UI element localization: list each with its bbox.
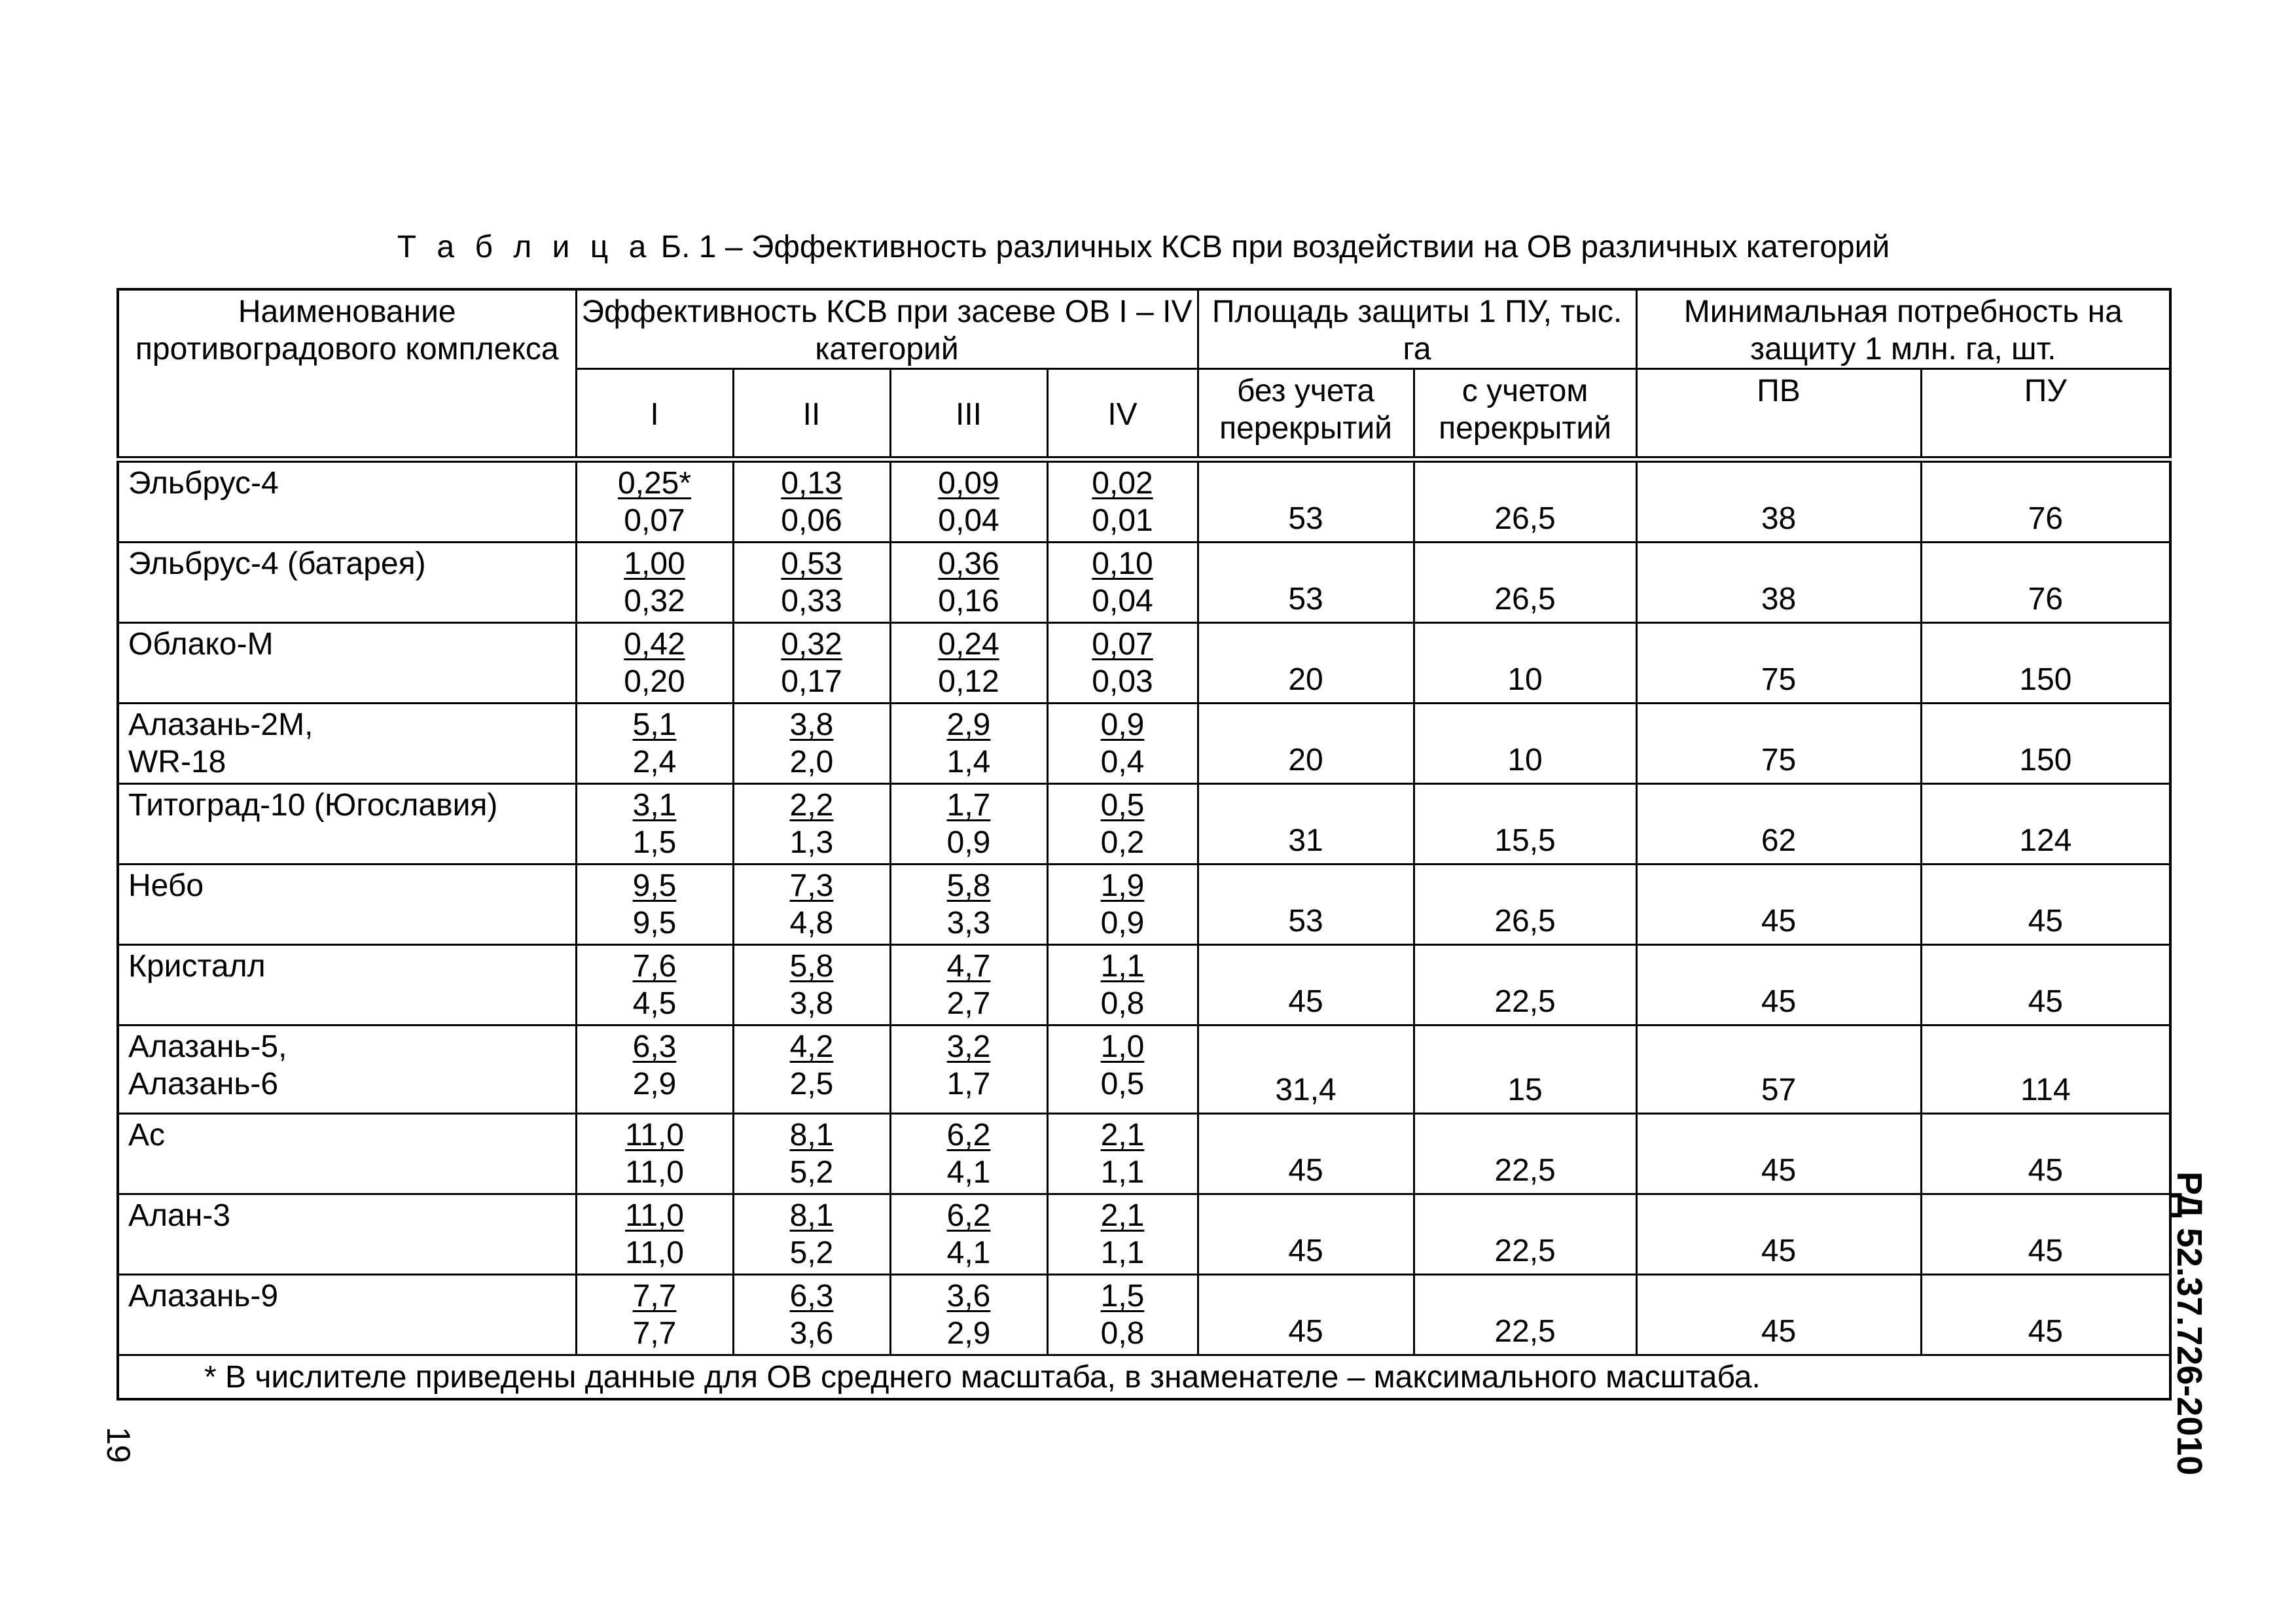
- numerator: 1,1: [1100, 949, 1145, 984]
- denominator: 0,12: [938, 664, 999, 699]
- numerator: 0,10: [1092, 546, 1153, 581]
- numerator: 3,2: [946, 1029, 991, 1064]
- need-pu: 150: [1921, 623, 2170, 704]
- area-with-overlap: 26,5: [1414, 543, 1636, 623]
- denominator: 0,06: [781, 503, 842, 538]
- efficiency-cat-1: [576, 1114, 733, 1194]
- efficiency-cat-1: [576, 865, 733, 945]
- numerator: 5,8: [946, 868, 991, 903]
- numerator: 0,07: [1092, 627, 1153, 662]
- header-pu: ПУ: [1921, 369, 2170, 460]
- numerator: 3,1: [632, 788, 677, 823]
- numerator: 0,25*: [617, 466, 692, 501]
- efficiency-cat-4: [1047, 1275, 1198, 1355]
- need-pu: 124: [1921, 784, 2170, 865]
- denominator: 4,5: [632, 986, 677, 1021]
- area-with-overlap: 26,5: [1414, 865, 1636, 945]
- numerator: 7,7: [632, 1279, 677, 1313]
- header-cat-4: IV: [1047, 369, 1198, 460]
- denominator: 0,01: [1092, 503, 1153, 538]
- header-with-overlap: с учетом перекрытий: [1414, 369, 1636, 460]
- numerator: 1,9: [1100, 868, 1145, 903]
- denominator: 0,07: [624, 503, 685, 538]
- numerator: 1,7: [946, 788, 991, 823]
- complex-name: [118, 543, 576, 623]
- need-pu: 45: [1921, 945, 2170, 1026]
- numerator: 1,5: [1100, 1279, 1145, 1313]
- area-no-overlap: 53: [1198, 865, 1414, 945]
- table-row: [118, 623, 2170, 704]
- area-no-overlap: 45: [1198, 1114, 1414, 1194]
- numerator: 1,0: [1100, 1029, 1145, 1064]
- caption-label: Т а б л и ц а: [397, 230, 653, 264]
- efficiency-cat-3: [890, 704, 1047, 784]
- numerator: 0,53: [781, 546, 842, 581]
- area-with-overlap: 10: [1414, 704, 1636, 784]
- denominator: 3,6: [789, 1316, 834, 1351]
- denominator: 5,2: [789, 1155, 834, 1190]
- denominator: 0,8: [1100, 986, 1145, 1021]
- numerator: 2,1: [1100, 1118, 1145, 1152]
- efficiency-cat-3: [890, 543, 1047, 623]
- denominator: 2,9: [946, 1316, 991, 1351]
- need-pv: 45: [1636, 865, 1921, 945]
- denominator: 0,04: [1092, 584, 1153, 618]
- complex-name-line: Алан-3: [128, 1198, 230, 1233]
- efficiency-cat-2: [733, 1026, 890, 1114]
- denominator: 11,0: [625, 1155, 684, 1190]
- need-pu: 45: [1921, 1275, 2170, 1355]
- table-row: [118, 865, 2170, 945]
- efficiency-cat-1: [576, 1194, 733, 1275]
- need-pv: 45: [1636, 945, 1921, 1026]
- efficiency-cat-4: [1047, 784, 1198, 865]
- need-pv: 38: [1636, 459, 1921, 543]
- complex-name-line: WR-18: [128, 745, 226, 779]
- numerator: 0,36: [938, 546, 999, 581]
- denominator: 5,2: [789, 1236, 834, 1270]
- numerator: 5,1: [632, 707, 677, 742]
- need-pu: 150: [1921, 704, 2170, 784]
- denominator: 3,3: [946, 906, 991, 940]
- need-pv: 75: [1636, 623, 1921, 704]
- table-row: [118, 945, 2170, 1026]
- denominator: 0,04: [938, 503, 999, 538]
- efficiency-cat-1: [576, 543, 733, 623]
- area-no-overlap: 20: [1198, 704, 1414, 784]
- area-with-overlap: 22,5: [1414, 1114, 1636, 1194]
- numerator: 11,0: [625, 1118, 684, 1152]
- efficiency-cat-4: [1047, 1026, 1198, 1114]
- complex-name: [118, 865, 576, 945]
- denominator: 0,20: [624, 664, 685, 699]
- complex-name: [118, 1275, 576, 1355]
- header-pv: ПВ: [1636, 369, 1921, 460]
- table-row: [118, 459, 2170, 543]
- need-pu: 45: [1921, 865, 2170, 945]
- efficiency-cat-2: [733, 704, 890, 784]
- complex-name-line: Кристалл: [128, 949, 266, 984]
- header-name: Наименование противоградового комплекса: [118, 289, 576, 459]
- numerator: 3,8: [789, 707, 834, 742]
- area-no-overlap: 45: [1198, 945, 1414, 1026]
- denominator: 1,3: [789, 825, 834, 860]
- numerator: 11,0: [625, 1198, 684, 1233]
- denominator: 0,17: [781, 664, 842, 699]
- need-pv: 75: [1636, 704, 1921, 784]
- efficiency-cat-3: [890, 865, 1047, 945]
- denominator: 9,5: [632, 906, 677, 940]
- numerator: 1,00: [624, 546, 685, 581]
- denominator: 0,32: [624, 584, 685, 618]
- numerator: 2,1: [1100, 1198, 1145, 1233]
- area-with-overlap: 22,5: [1414, 1194, 1636, 1275]
- efficiency-cat-4: [1047, 1194, 1198, 1275]
- denominator: 0,16: [938, 584, 999, 618]
- efficiency-cat-2: [733, 543, 890, 623]
- numerator: 3,6: [946, 1279, 991, 1313]
- table-body: [118, 459, 2170, 1355]
- denominator: 1,1: [1100, 1236, 1145, 1270]
- table-row: [118, 1114, 2170, 1194]
- efficiency-cat-3: [890, 1026, 1047, 1114]
- efficiency-cat-2: [733, 865, 890, 945]
- denominator: 2,4: [632, 745, 677, 779]
- need-pv: 57: [1636, 1026, 1921, 1114]
- efficiency-cat-1: [576, 459, 733, 543]
- area-with-overlap: 22,5: [1414, 945, 1636, 1026]
- need-pv: 38: [1636, 543, 1921, 623]
- area-no-overlap: 53: [1198, 543, 1414, 623]
- denominator: 4,8: [789, 906, 834, 940]
- numerator: 0,09: [938, 466, 999, 501]
- need-pv: 45: [1636, 1194, 1921, 1275]
- need-pu: 45: [1921, 1194, 2170, 1275]
- complex-name-line: Эльбрус-4 (батарея): [128, 546, 426, 581]
- need-pv: 45: [1636, 1275, 1921, 1355]
- efficiency-cat-1: [576, 704, 733, 784]
- numerator: 4,7: [946, 949, 991, 984]
- denominator: 4,1: [946, 1236, 991, 1270]
- table-row: [118, 1026, 2170, 1114]
- denominator: 2,7: [946, 986, 991, 1021]
- efficiency-cat-2: [733, 945, 890, 1026]
- numerator: 0,9: [1100, 707, 1145, 742]
- efficiency-cat-3: [890, 1194, 1047, 1275]
- complex-name-line: Алазань-6: [128, 1067, 279, 1101]
- efficiency-cat-2: [733, 459, 890, 543]
- numerator: 0,5: [1100, 788, 1145, 823]
- numerator: 6,3: [789, 1279, 834, 1313]
- denominator: 0,5: [1100, 1067, 1145, 1101]
- complex-name-line: Алазань-9: [128, 1279, 279, 1313]
- efficiency-cat-1: [576, 623, 733, 704]
- table-caption: [118, 229, 2169, 266]
- efficiency-cat-4: [1047, 704, 1198, 784]
- header-cat-3: III: [890, 369, 1047, 460]
- efficiency-cat-3: [890, 623, 1047, 704]
- numerator: 6,3: [632, 1029, 677, 1064]
- denominator: 7,7: [632, 1316, 677, 1351]
- complex-name: [118, 1026, 576, 1114]
- caption-text: Б. 1 – Эффективность различных КСВ при воздействии на ОВ различных категорий: [660, 230, 1890, 264]
- denominator: 1,7: [946, 1067, 991, 1101]
- denominator: 0,03: [1092, 664, 1153, 699]
- complex-name-line: Ас: [128, 1118, 166, 1152]
- document-code: РД 52.37.726-2010: [2170, 1171, 2209, 1476]
- area-no-overlap: 45: [1198, 1194, 1414, 1275]
- complex-name-line: Эльбрус-4: [128, 466, 279, 501]
- efficiency-cat-3: [890, 1275, 1047, 1355]
- denominator: 2,9: [632, 1067, 677, 1101]
- area-with-overlap: 10: [1414, 623, 1636, 704]
- complex-name: [118, 945, 576, 1026]
- denominator: 1,4: [946, 745, 991, 779]
- efficiency-cat-4: [1047, 945, 1198, 1026]
- complex-name: [118, 1114, 576, 1194]
- efficiency-cat-3: [890, 945, 1047, 1026]
- numerator: 8,1: [789, 1198, 834, 1233]
- complex-name: [118, 1194, 576, 1275]
- denominator: 1,1: [1100, 1155, 1145, 1190]
- efficiency-cat-1: [576, 1275, 733, 1355]
- area-no-overlap: 31: [1198, 784, 1414, 865]
- denominator: 0,8: [1100, 1316, 1145, 1351]
- table-row: [118, 1194, 2170, 1275]
- numerator: 0,13: [781, 466, 842, 501]
- numerator: 6,2: [946, 1118, 991, 1152]
- efficiency-cat-3: [890, 784, 1047, 865]
- efficiency-cat-2: [733, 1275, 890, 1355]
- numerator: 2,9: [946, 707, 991, 742]
- need-pu: 114: [1921, 1026, 2170, 1114]
- complex-name: [118, 623, 576, 704]
- efficiency-cat-2: [733, 1194, 890, 1275]
- efficiency-cat-2: [733, 623, 890, 704]
- denominator: 0,9: [1100, 906, 1145, 940]
- area-no-overlap: 53: [1198, 459, 1414, 543]
- header-cat-2: II: [733, 369, 890, 460]
- header-no-overlap: без учета перекрытий: [1198, 369, 1414, 460]
- area-no-overlap: 20: [1198, 623, 1414, 704]
- need-pu: 76: [1921, 543, 2170, 623]
- need-pv: 45: [1636, 1114, 1921, 1194]
- numerator: 5,8: [789, 949, 834, 984]
- denominator: 0,33: [781, 584, 842, 618]
- table-row: [118, 704, 2170, 784]
- denominator: 0,4: [1100, 745, 1145, 779]
- numerator: 2,2: [789, 788, 834, 823]
- denominator: 2,0: [789, 745, 834, 779]
- area-no-overlap: 31,4: [1198, 1026, 1414, 1114]
- complex-name: [118, 784, 576, 865]
- numerator: 8,1: [789, 1118, 834, 1152]
- denominator: 1,5: [632, 825, 677, 860]
- complex-name: [118, 704, 576, 784]
- denominator: 11,0: [625, 1236, 684, 1270]
- denominator: 3,8: [789, 986, 834, 1021]
- need-pu: 45: [1921, 1114, 2170, 1194]
- numerator: 7,3: [789, 868, 834, 903]
- need-pv: 62: [1636, 784, 1921, 865]
- denominator: 0,9: [946, 825, 991, 860]
- numerator: 4,2: [789, 1029, 834, 1064]
- numerator: 0,24: [938, 627, 999, 662]
- need-pu: 76: [1921, 459, 2170, 543]
- efficiency-cat-2: [733, 784, 890, 865]
- header-efficiency: Эффективность КСВ при засеве ОВ I – IV категорий: [576, 289, 1198, 369]
- efficiency-cat-4: [1047, 1114, 1198, 1194]
- complex-name: [118, 459, 576, 543]
- table-row: [118, 1275, 2170, 1355]
- numerator: 7,6: [632, 949, 677, 984]
- header-area: Площадь защиты 1 ПУ, тыс. га: [1198, 289, 1636, 369]
- numerator: 0,42: [624, 627, 685, 662]
- complex-name-line: Небо: [128, 868, 204, 903]
- numerator: 0,02: [1092, 466, 1153, 501]
- efficiency-cat-3: [890, 459, 1047, 543]
- header-min-need: Минимальная потребность на защиту 1 млн. га, шт.: [1636, 289, 2170, 369]
- efficiency-cat-2: [733, 1114, 890, 1194]
- area-with-overlap: 26,5: [1414, 459, 1636, 543]
- efficiency-table: [117, 288, 2172, 1400]
- area-with-overlap: 22,5: [1414, 1275, 1636, 1355]
- efficiency-cat-4: [1047, 865, 1198, 945]
- efficiency-cat-4: [1047, 623, 1198, 704]
- complex-name-line: Облако-М: [128, 627, 274, 662]
- area-no-overlap: 45: [1198, 1275, 1414, 1355]
- numerator: 9,5: [632, 868, 677, 903]
- efficiency-cat-1: [576, 945, 733, 1026]
- complex-name-line: Титоград-10 (Югославия): [128, 788, 498, 823]
- denominator: 4,1: [946, 1155, 991, 1190]
- efficiency-cat-3: [890, 1114, 1047, 1194]
- table-row: [118, 543, 2170, 623]
- efficiency-cat-4: [1047, 543, 1198, 623]
- complex-name-line: Алазань-2М,: [128, 707, 314, 742]
- area-with-overlap: 15: [1414, 1026, 1636, 1114]
- area-with-overlap: 15,5: [1414, 784, 1636, 865]
- efficiency-cat-1: [576, 784, 733, 865]
- page-number: 19: [100, 1427, 137, 1463]
- efficiency-cat-1: [576, 1026, 733, 1114]
- numerator: 0,32: [781, 627, 842, 662]
- header-cat-1: I: [576, 369, 733, 460]
- footnote: * В числителе приведены данные для ОВ среднего масштаба, в знаменателе – максимального масштаба.: [118, 1355, 2170, 1400]
- denominator: 2,5: [789, 1067, 834, 1101]
- table-row: [118, 784, 2170, 865]
- complex-name-line: Алазань-5,: [128, 1029, 287, 1064]
- numerator: 6,2: [946, 1198, 991, 1233]
- denominator: 0,2: [1100, 825, 1145, 860]
- efficiency-cat-4: [1047, 459, 1198, 543]
